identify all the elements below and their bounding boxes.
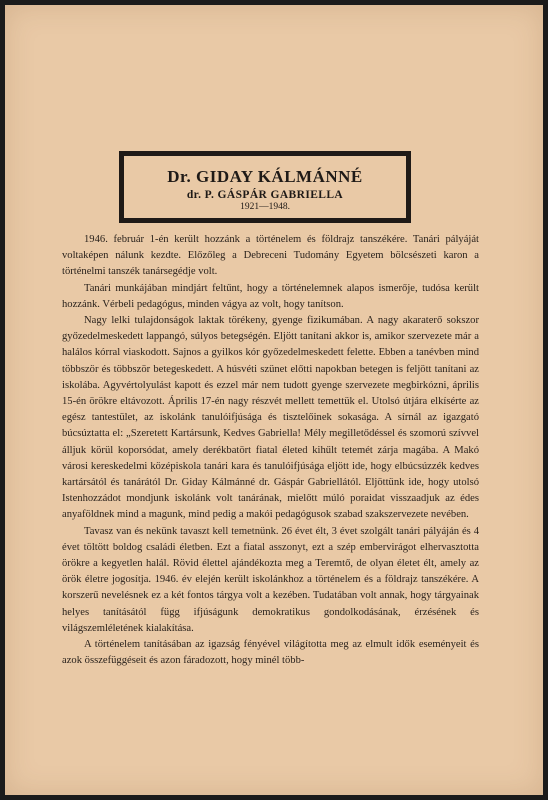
paragraph-5: A történelem tanításában az igazság fényével világította meg az elmult idők eseményeit és azok összefüggéseit és azon fáradozott, hogy minél több- xyxy=(62,639,479,667)
maiden-name: dr. P. GÁSPÁR GABRIELLA xyxy=(186,189,344,201)
deceased-name: Dr. GIDAY KÁLMÁNNÉ xyxy=(167,167,363,186)
obituary-body xyxy=(62,232,479,669)
paragraph-3: Nagy lelki tulajdonságok laktak törékeny, gyenge fizikumában. A nagy akaraterő sokszor győzedelmeskedett lappangó, súlyos betegségén. Eljött tanítani akkor is, amikor szervezete már a halálos kórral viaskodott. Sajnos a gyilkos kór győzedelmeskedett felette. Ebben a tanévben mind többször és többször betegeskedett. A húsvéti szünet előtti napokban betegen is feljött tanítani az iskolába. Agyvértolyulást kapott és ezzel már nem tudott gyenge szervezete megbirkózni, április 15-én örökre eltávozott. Április 17-én nagy részvét mellett temettük el. Utolsó útjára elkísérte az egész tantestület, az iskolánk tanulóifjúsága és tisztelőinek sokasága. A sírnál az igazgató búcsúztatta el: „Szeretett Kartársunk, Kedves Gabriella! Mély megilletődéssel és szomorú szívvel álljuk körül koporsódat, amely derékbatört fiatal életed kihűlt tetemét zárja magába. A Makó városi kereskedelmi középiskola tanári kara és tanulóifjúsága eljött ide, hogy elbúcsúzzék kedves kartársától és tanárától Dr. Giday Kálmánné dr. Gáspár Gabriellától. Eljöttünk ide, hogy utolsó Istenhozzádot mondjunk iskolánk volt tanárának, mielőtt múló poraidat visszaadjuk az édes anyaföldnek mind a magunk, mind pedig a makói pedagógusok szabad szakszervezete nevében. xyxy=(62,315,479,521)
paragraph-1: 1946. február 1-én került hozzánk a történelem és földrajz tanszékére. Tanári pályáját voltaképen nálunk kezdte. Előzőleg a Debreceni Tudomány Egyetem bölcsészeti karon a történelmi tanszék tanársegédje volt. xyxy=(62,234,479,278)
obituary-header-frame xyxy=(119,151,411,223)
life-years: 1921—1948. xyxy=(240,202,290,212)
paragraph-2: Tanári munkájában mindjárt feltűnt, hogy a történelemnek alapos ismerője, tudósa került hozzánk. Vérbeli pedagógus, minden vágya az volt, hogy tanítson. xyxy=(62,282,479,310)
paragraph-4: Tavasz van és nekünk tavaszt kell temetnünk. 26 évet élt, 3 évet szolgált tanári pályáján és 4 évet töltött boldog családi életben. Ezt a fiatal asszonyt, ezt a szép embervirágot elhervasztotta örökre a kegyetlen halál. Rövid élettel ajándékozta meg a Teremtő, de olyan életet élt, amely az örök életre jogosítja. 1946. év elején került iskolánkhoz a történelem és a földrajz tanszékére. A korszerű nevelésnek ez a két fontos tárgya volt a kezében. Tudatában volt annak, hogy tárgyainak helyes tanításától függ ifjúságunk demokratikus gondolkodásának, érzésének és világszemléletének kialakítása. xyxy=(62,525,479,634)
